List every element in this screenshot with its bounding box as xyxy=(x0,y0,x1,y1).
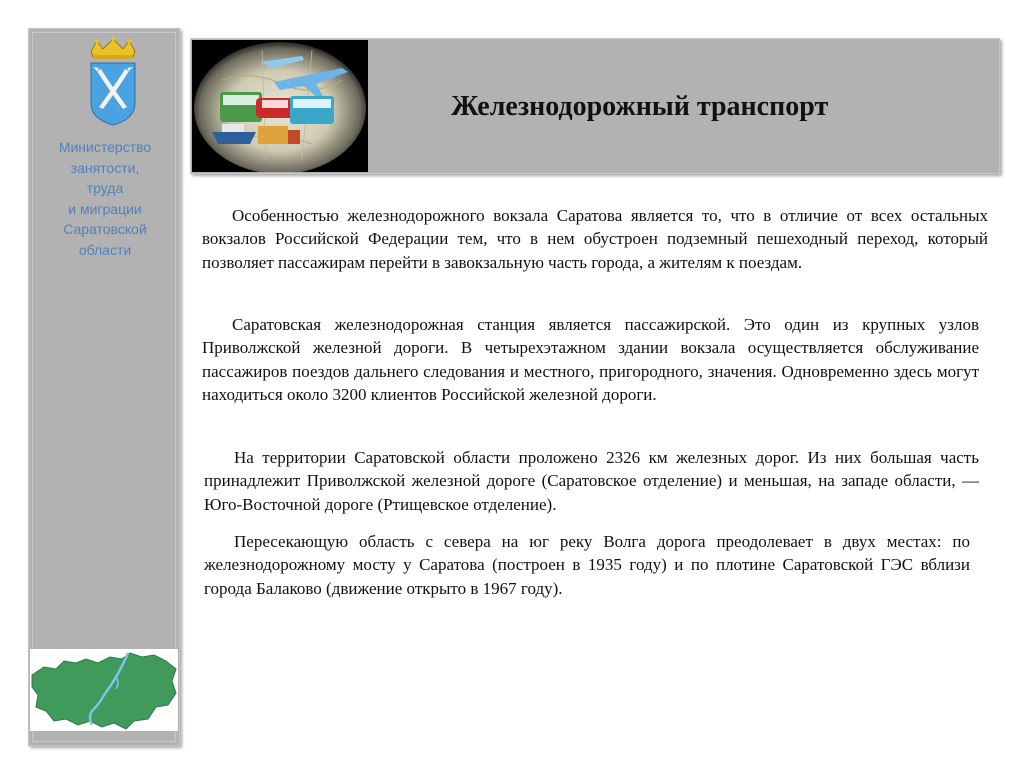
transport-collage-icon xyxy=(192,40,368,172)
ministry-line: Саратовской xyxy=(63,221,147,237)
page-title: Железнодорожный транспорт xyxy=(451,91,829,122)
saratov-coat-of-arms-icon xyxy=(85,37,141,127)
slide-header xyxy=(190,38,1000,174)
saratov-region-map-icon xyxy=(30,649,178,731)
ministry-line: Министерство xyxy=(58,139,152,155)
ministry-line: области xyxy=(78,241,132,258)
ministry-line: труда xyxy=(86,180,124,196)
paragraph-volga-crossings: Пересекающую область с севера на юг реку Волга дорога преодолевает в двух местах: по железнодорожному мосту у Саратова (построен в 1935 году) и по плотине Саратовской ГЭС вблизи города Балаково (движение открыто в 1967 году). xyxy=(204,532,970,598)
ministry-name xyxy=(35,137,175,260)
ministry-line: и миграции xyxy=(68,200,142,217)
paragraph-railway-length: На территории Саратовской области проложено 2326 км железных дорог. Из них большая часть принадлежит Приволжской железной дороге (Саратовское отделение) и меньшая, на западе области, — Юго-Восточной дороге (Ртищевское отделение). xyxy=(204,448,979,514)
transport-collage-image xyxy=(192,40,368,172)
sidebar-panel xyxy=(28,28,180,746)
region-map xyxy=(30,649,178,731)
paragraph-station-underpass: Особенностью железнодорожного вокзала Саратова является то, что в отличие от всех остальных вокзалов Российской Федерации тем, что в нем обустроен подземный пешеходный переход, который позволяет пассажирам перейти в завокзальную часть города, а жителям к поездам. xyxy=(202,206,988,272)
ministry-line: занятости, xyxy=(70,159,140,176)
paragraph-passenger-station: Саратовская железнодорожная станция является пассажирской. Это один из крупных узлов Приволжской железной дороги. В четырехэтажном здании вокзала осуществляется обслуживание пассажиров поездов дальнего следования и местного, пригородного, значения. Одновременно здесь могут находиться около 3200 клиентов Российской железной дороги. xyxy=(202,315,979,405)
